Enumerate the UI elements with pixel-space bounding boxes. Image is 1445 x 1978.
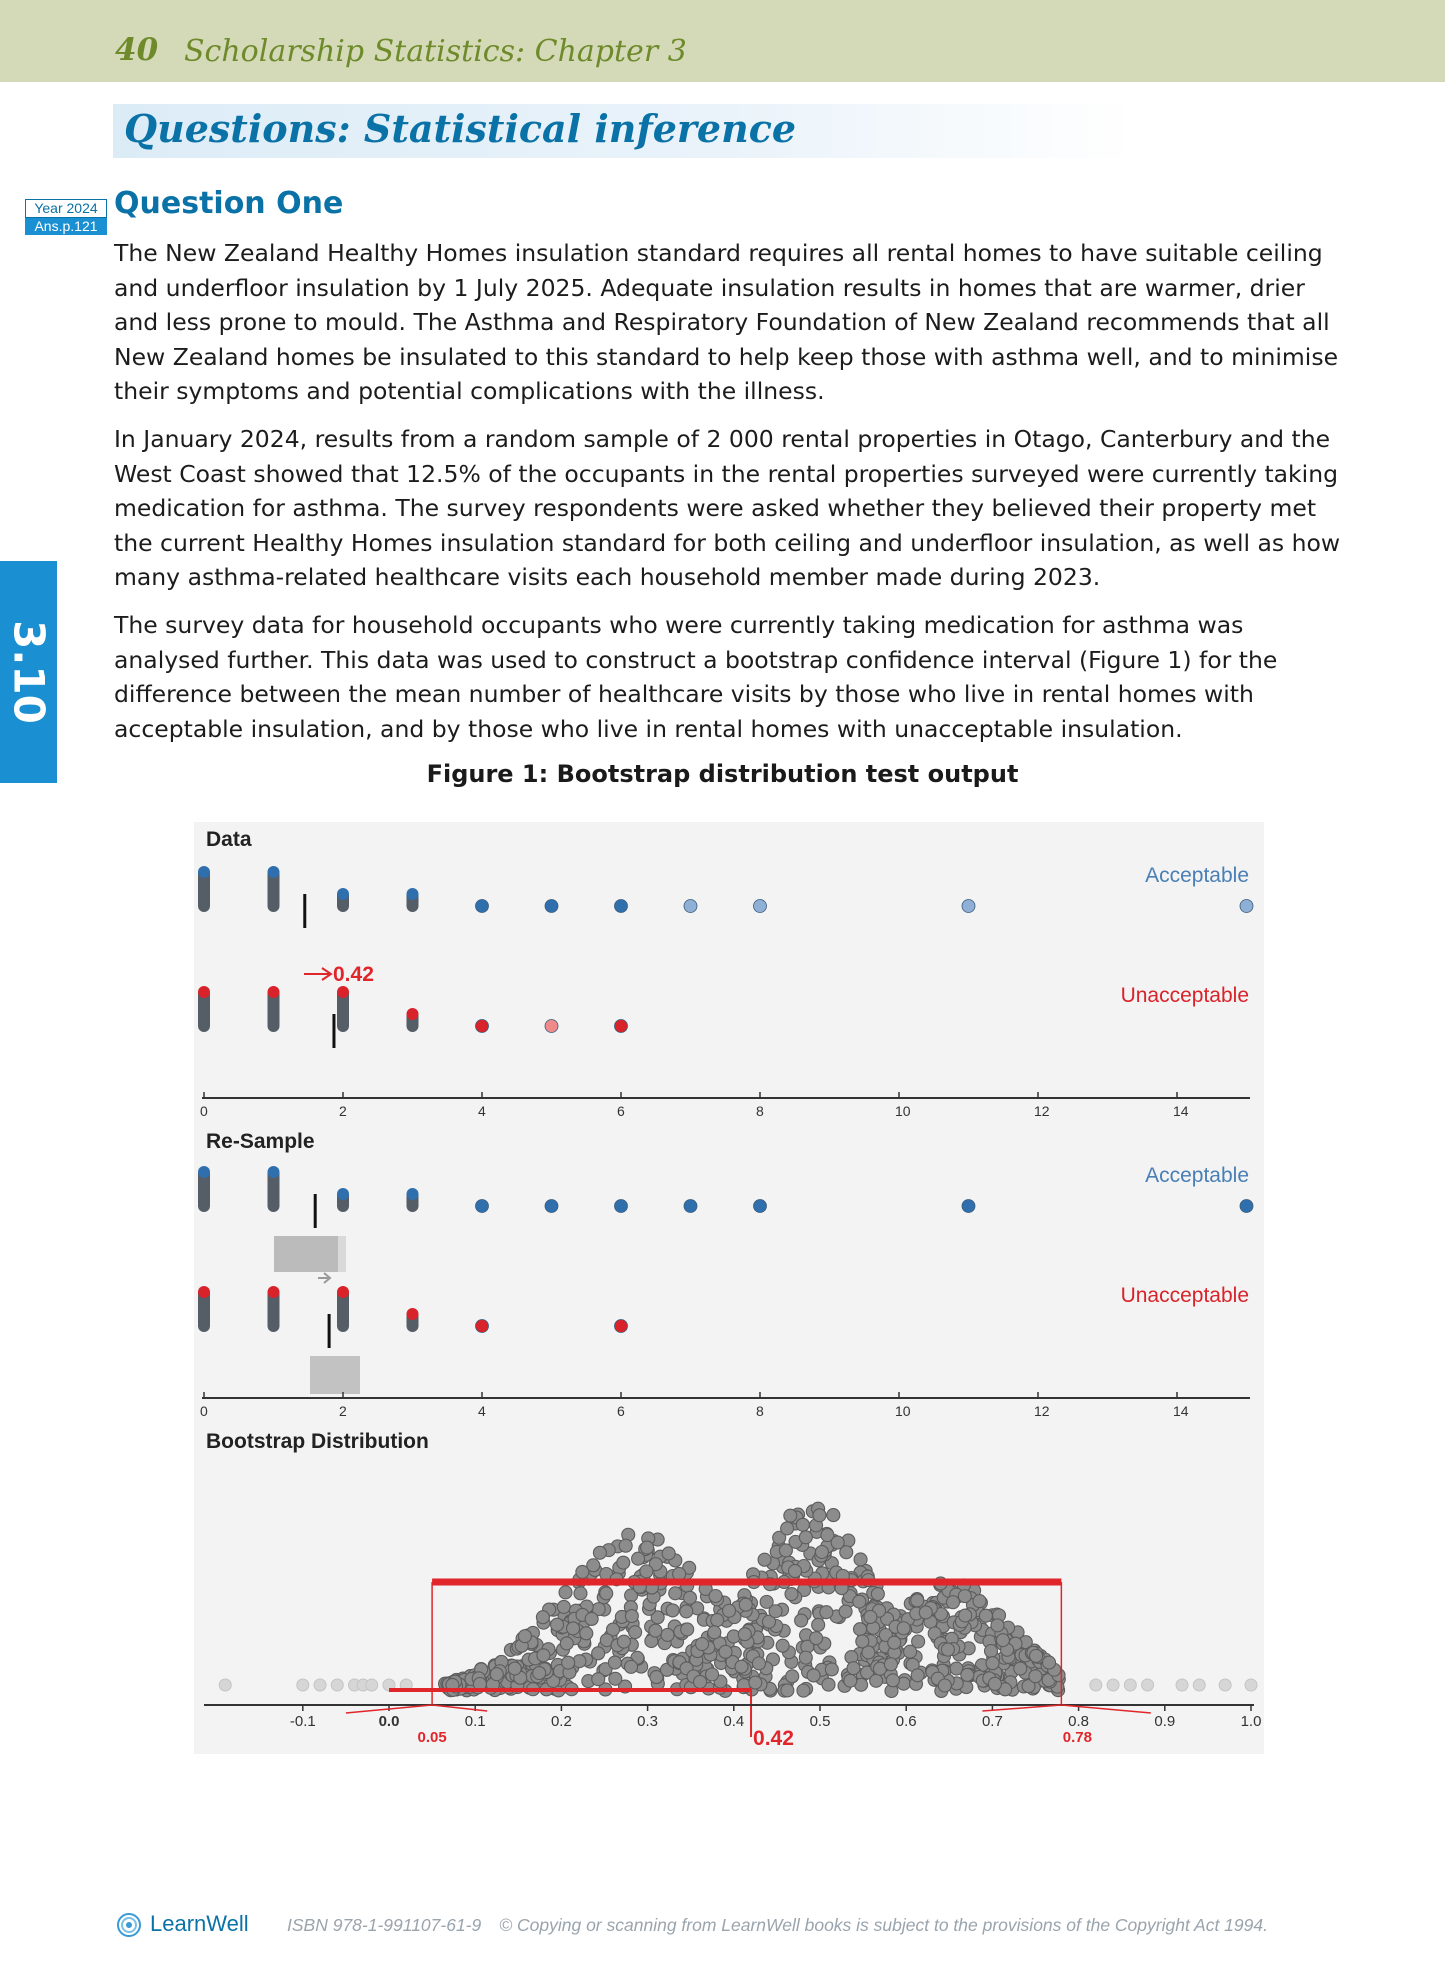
bootstrap-tail-point	[314, 1679, 326, 1691]
section-side-tab[interactable]	[0, 561, 57, 783]
data-point	[407, 1308, 419, 1320]
bootstrap-point	[1043, 1656, 1056, 1669]
answer-page-ref[interactable]: Ans.p.121	[25, 218, 107, 235]
bootstrap-point	[958, 1590, 971, 1603]
data-point	[198, 986, 210, 998]
bootstrap-point	[649, 1624, 662, 1637]
data-point	[545, 900, 558, 913]
bootstrap-point	[769, 1605, 782, 1618]
data-point	[198, 866, 210, 878]
learnwell-logo: LearnWell	[150, 1911, 249, 1936]
bootstrap-point	[839, 1605, 852, 1618]
bootstrap-point	[752, 1657, 765, 1670]
resample-acceptable-mean-spread-edge	[338, 1236, 346, 1272]
bootstrap-tick-label: 0.5	[809, 1713, 831, 1730]
data-point	[476, 1320, 489, 1333]
bootstrap-tail-point	[1124, 1679, 1136, 1691]
paragraph-survey: In January 2024, results from a random sample of 2 000 rental properties in Otago, Canterbury and the West Coast showed that 12.5% of the occupants in the rental properties surveyed were currently taking medication for asthma. The survey respondents were asked whether they believed their property met the current Healthy Homes insulation standard for both ceiling and underfloor insulation, as well as how many asthma-related healthcare visits each household member made during 2023.	[114, 425, 1341, 592]
bootstrap-point	[738, 1628, 751, 1641]
data-point	[684, 1200, 697, 1213]
data-tick-label: 14	[1173, 1103, 1189, 1119]
figure-caption: Figure 1: Bootstrap distribution test output	[426, 760, 1019, 788]
bootstrap-point	[897, 1622, 910, 1635]
bootstrap-point	[799, 1651, 812, 1664]
bootstrap-point	[776, 1639, 789, 1652]
bootstrap-point	[629, 1626, 642, 1639]
data-point	[754, 1200, 767, 1213]
bootstrap-point	[1014, 1662, 1027, 1675]
bootstrap-point	[784, 1509, 797, 1522]
resample-acceptable-label: Acceptable	[1145, 1164, 1249, 1187]
difference-annotation: 0.42	[333, 963, 374, 986]
bootstrap-point	[709, 1590, 722, 1603]
learnwell-logo-icon	[116, 1912, 142, 1938]
bootstrap-point	[650, 1671, 663, 1684]
bootstrap-point	[796, 1518, 809, 1531]
bootstrap-point	[911, 1594, 924, 1607]
bootstrap-point	[785, 1588, 798, 1601]
resample-panel-title: Re-Sample	[206, 1130, 315, 1153]
bootstrap-point	[735, 1660, 748, 1673]
bootstrap-point	[567, 1622, 580, 1635]
bootstrap-tail-point	[1176, 1679, 1188, 1691]
bootstrap-point	[706, 1668, 719, 1681]
bootstrap-point	[593, 1546, 606, 1559]
bootstrap-tick-label: 0.3	[637, 1713, 659, 1730]
bootstrap-point	[911, 1669, 924, 1682]
bootstrap-point	[854, 1553, 867, 1566]
bootstrap-point	[781, 1684, 794, 1697]
data-tick-label: 10	[895, 1103, 911, 1119]
bootstrap-point	[795, 1614, 808, 1627]
data-point	[268, 1166, 280, 1178]
bootstrap-point	[853, 1595, 866, 1608]
bootstrap-tick-label: 0.2	[550, 1713, 572, 1730]
bootstrap-point	[592, 1647, 605, 1660]
data-point	[476, 1200, 489, 1213]
data-panel	[198, 866, 1253, 1119]
bootstrap-point	[844, 1674, 857, 1687]
bootstrap-point	[961, 1668, 974, 1681]
data-panel-title: Data	[206, 828, 252, 851]
data-point	[615, 900, 628, 913]
bootstrap-tail-point	[1142, 1679, 1154, 1691]
bootstrap-point	[758, 1553, 771, 1566]
bootstrap-point	[822, 1678, 835, 1691]
bootstrap-point	[749, 1676, 762, 1689]
bootstrap-panel	[204, 1502, 1261, 1750]
resample-tick-label: 12	[1034, 1403, 1050, 1419]
bootstrap-tick-label: 0.8	[1068, 1713, 1090, 1730]
data-tick-label: 8	[756, 1103, 764, 1119]
bootstrap-tail-point	[219, 1679, 231, 1691]
footer-text	[287, 1915, 1286, 1936]
bootstrap-tick-label: 0.6	[895, 1713, 917, 1730]
bootstrap-point	[984, 1645, 997, 1658]
bootstrap-point	[536, 1611, 549, 1624]
bootstrap-point	[870, 1674, 883, 1687]
bootstrap-point	[673, 1567, 686, 1580]
bootstrap-point	[617, 1556, 630, 1569]
data-point	[545, 1200, 558, 1213]
bootstrap-point	[585, 1612, 598, 1625]
bootstrap-point	[592, 1673, 605, 1686]
data-point	[407, 888, 419, 900]
data-point	[198, 1286, 210, 1298]
bootstrap-point	[810, 1632, 823, 1645]
section-title: Questions: Statistical inference	[124, 106, 797, 151]
data-point	[615, 1320, 628, 1333]
bootstrap-point	[694, 1675, 707, 1688]
bootstrap-point	[625, 1610, 638, 1623]
data-point	[545, 1020, 558, 1033]
bootstrap-point	[847, 1662, 860, 1675]
bootstrap-point	[560, 1637, 573, 1650]
bootstrap-point	[580, 1627, 593, 1640]
estimate-label: 0.42	[753, 1727, 794, 1750]
interval-upper-label: 0.78	[1062, 1729, 1092, 1746]
data-point	[962, 1200, 975, 1213]
bootstrap-point	[600, 1587, 613, 1600]
data-point	[337, 1188, 349, 1200]
side-tab-label: 3.10	[4, 620, 53, 724]
bootstrap-panel-title: Bootstrap Distribution	[206, 1430, 429, 1453]
resample-tick-label: 0	[200, 1403, 208, 1419]
bootstrap-point	[988, 1677, 1001, 1690]
footer-copyright: © Copying or scanning from LearnWell books is subject to the provisions of the Copyright Act 1994.	[499, 1915, 1268, 1935]
bootstrap-point	[973, 1595, 986, 1608]
bootstrap-point	[947, 1596, 960, 1609]
bootstrap-point	[888, 1636, 901, 1649]
bootstrap-tick-label: 0.1	[464, 1713, 486, 1730]
bootstrap-point	[938, 1679, 951, 1692]
resample-shift-arrow	[318, 1273, 330, 1283]
bootstrap-point	[557, 1600, 570, 1613]
bootstrap-point	[996, 1634, 1009, 1647]
bootstrap-point	[641, 1541, 654, 1554]
bootstrap-tail-point	[1245, 1679, 1257, 1691]
bootstrap-point	[789, 1565, 802, 1578]
year-label: Year 2024	[25, 199, 107, 218]
data-point	[1240, 900, 1253, 913]
bootstrap-point	[820, 1606, 833, 1619]
bootstrap-point	[864, 1611, 877, 1624]
resample-unacceptable-mean-spread	[310, 1356, 360, 1394]
bootstrap-point	[619, 1539, 632, 1552]
interval-lower-label: 0.05	[417, 1729, 447, 1746]
bootstrap-point	[1030, 1649, 1043, 1662]
bootstrap-point	[831, 1536, 844, 1549]
data-point	[337, 986, 349, 998]
data-point	[684, 900, 697, 913]
bootstrap-tail-point	[1090, 1679, 1102, 1691]
bootstrap-point	[779, 1544, 792, 1557]
data-point	[407, 1008, 419, 1020]
data-point	[198, 1166, 210, 1178]
data-tick-label: 6	[617, 1103, 625, 1119]
question-title: Question One	[114, 186, 344, 221]
chapter-title: Scholarship Statistics: Chapter 3	[184, 34, 687, 69]
bootstrap-point	[617, 1635, 630, 1648]
bootstrap-tail-point	[297, 1679, 309, 1691]
bootstrap-point	[562, 1656, 575, 1669]
bootstrap-point	[574, 1587, 587, 1600]
bootstrap-points	[219, 1502, 1257, 1697]
bootstrap-point	[884, 1658, 897, 1671]
bootstrap-point	[1029, 1670, 1042, 1683]
bootstrap-point	[886, 1674, 899, 1687]
bootstrap-point	[979, 1609, 992, 1622]
bootstrap-figure-svg	[194, 822, 1264, 1754]
data-point	[268, 1286, 280, 1298]
bootstrap-point	[827, 1509, 840, 1522]
bootstrap-point	[666, 1604, 679, 1617]
bootstrap-point	[941, 1643, 954, 1656]
data-point	[268, 986, 280, 998]
resample-tick-label: 4	[478, 1403, 486, 1419]
data-tick-label: 4	[478, 1103, 486, 1119]
upper-label-leader	[1061, 1705, 1150, 1713]
bootstrap-tick-label: 0.7	[981, 1713, 1003, 1730]
bootstrap-point	[609, 1672, 622, 1685]
page-number: 40	[115, 32, 159, 68]
bootstrap-point	[871, 1588, 884, 1601]
paragraph-intro: The New Zealand Healthy Homes insulation standard requires all rental homes to have suitable ceiling and underfloor insulation by 1 July 2025. Adequate insulation results in homes that are warmer, drier and less prone to mould. The Asthma and Respiratory Foundation of New Zealand recommends that all New Zealand homes be insulated to this standard to help keep those with asthma well, and to minimise their symptoms and potential complications with the illness.	[114, 239, 1339, 406]
paragraph-analysis: The survey data for household occupants who were currently taking medication for asthma was analysed further. This data was used to construct a bootstrap confidence interval (Figure 1) for the difference between the mean number of healthcare visits by those who live in rental homes with acceptable insulation, and by those who live in rental homes with unacceptable insulation.	[114, 611, 1278, 743]
bootstrap-point	[587, 1559, 600, 1572]
data-point	[407, 1188, 419, 1200]
bootstrap-point	[559, 1586, 572, 1599]
data-acceptable-label: Acceptable	[1145, 864, 1249, 887]
data-point	[754, 900, 767, 913]
bootstrap-point	[723, 1604, 736, 1617]
bootstrap-point	[640, 1565, 653, 1578]
bootstrap-point	[537, 1649, 550, 1662]
data-tick-label: 2	[339, 1103, 347, 1119]
bootstrap-point	[991, 1619, 1004, 1632]
bootstrap-point	[739, 1598, 752, 1611]
bootstrap-tick-label: 1.0	[1240, 1713, 1262, 1730]
bootstrap-tick-label: 0.9	[1154, 1713, 1176, 1730]
bootstrap-point	[813, 1509, 826, 1522]
resample-tick-label: 6	[617, 1403, 625, 1419]
data-point	[615, 1200, 628, 1213]
bootstrap-point	[708, 1626, 721, 1639]
bootstrap-point	[815, 1546, 828, 1559]
bootstrap-point	[799, 1531, 812, 1544]
bootstrap-point	[807, 1669, 820, 1682]
bootstrap-point	[632, 1552, 645, 1565]
bootstrap-point	[812, 1618, 825, 1631]
bootstrap-point	[781, 1522, 794, 1535]
resample-tick-label: 10	[895, 1403, 911, 1419]
bootstrap-point	[856, 1635, 869, 1648]
bootstrap-point	[662, 1547, 675, 1560]
resample-tick-label: 2	[339, 1403, 347, 1419]
year-reference-box	[25, 199, 107, 235]
bootstrap-point	[786, 1670, 799, 1683]
bootstrap-tick-label: -0.1	[289, 1713, 316, 1730]
bootstrap-point	[986, 1657, 999, 1670]
bootstrap-point	[696, 1638, 709, 1651]
bootstrap-point	[904, 1645, 917, 1658]
bootstrap-tail-point	[1219, 1679, 1231, 1691]
bootstrap-tick-label: 0.0	[378, 1713, 400, 1730]
bootstrap-point	[919, 1606, 932, 1619]
resample-tick-label: 14	[1173, 1403, 1189, 1419]
bootstrap-figure	[194, 822, 1264, 1754]
bootstrap-point	[518, 1630, 531, 1643]
data-point	[268, 866, 280, 878]
bootstrap-point	[680, 1605, 693, 1618]
data-unacceptable-label: Unacceptable	[1120, 984, 1249, 1007]
bootstrap-point	[661, 1628, 674, 1641]
data-point	[962, 900, 975, 913]
bootstrap-point	[711, 1614, 724, 1627]
bootstrap-tail-point	[1193, 1679, 1205, 1691]
bootstrap-point	[533, 1667, 546, 1680]
bootstrap-point	[683, 1591, 696, 1604]
bootstrap-point	[625, 1660, 638, 1673]
bootstrap-point	[719, 1645, 732, 1658]
data-point	[476, 900, 489, 913]
footer-isbn: ISBN 978-1-991107-61-9	[287, 1915, 482, 1935]
bootstrap-point	[681, 1623, 694, 1636]
bootstrap-point	[959, 1609, 972, 1622]
bootstrap-tail-point	[331, 1679, 343, 1691]
data-point	[337, 1286, 349, 1298]
data-tick-label: 0	[200, 1103, 208, 1119]
bootstrap-point	[669, 1587, 682, 1600]
bootstrap-point	[551, 1618, 564, 1631]
bootstrap-point	[854, 1623, 867, 1636]
data-point	[337, 888, 349, 900]
data-point	[615, 1020, 628, 1033]
bootstrap-point	[608, 1656, 621, 1669]
resample-unacceptable-label: Unacceptable	[1120, 1284, 1249, 1307]
bootstrap-point	[490, 1668, 503, 1681]
resample-tick-label: 8	[756, 1403, 764, 1419]
bootstrap-tick-label: 0.4	[723, 1713, 745, 1730]
data-point	[476, 1020, 489, 1033]
bootstrap-point	[825, 1663, 838, 1676]
data-tick-label: 12	[1034, 1103, 1050, 1119]
bootstrap-tail-point	[366, 1679, 378, 1691]
bootstrap-point	[508, 1662, 521, 1675]
resample-acceptable-mean-spread	[274, 1236, 340, 1272]
bootstrap-tail-point	[1107, 1679, 1119, 1691]
data-point	[1240, 1200, 1253, 1213]
bootstrap-point	[797, 1684, 810, 1697]
